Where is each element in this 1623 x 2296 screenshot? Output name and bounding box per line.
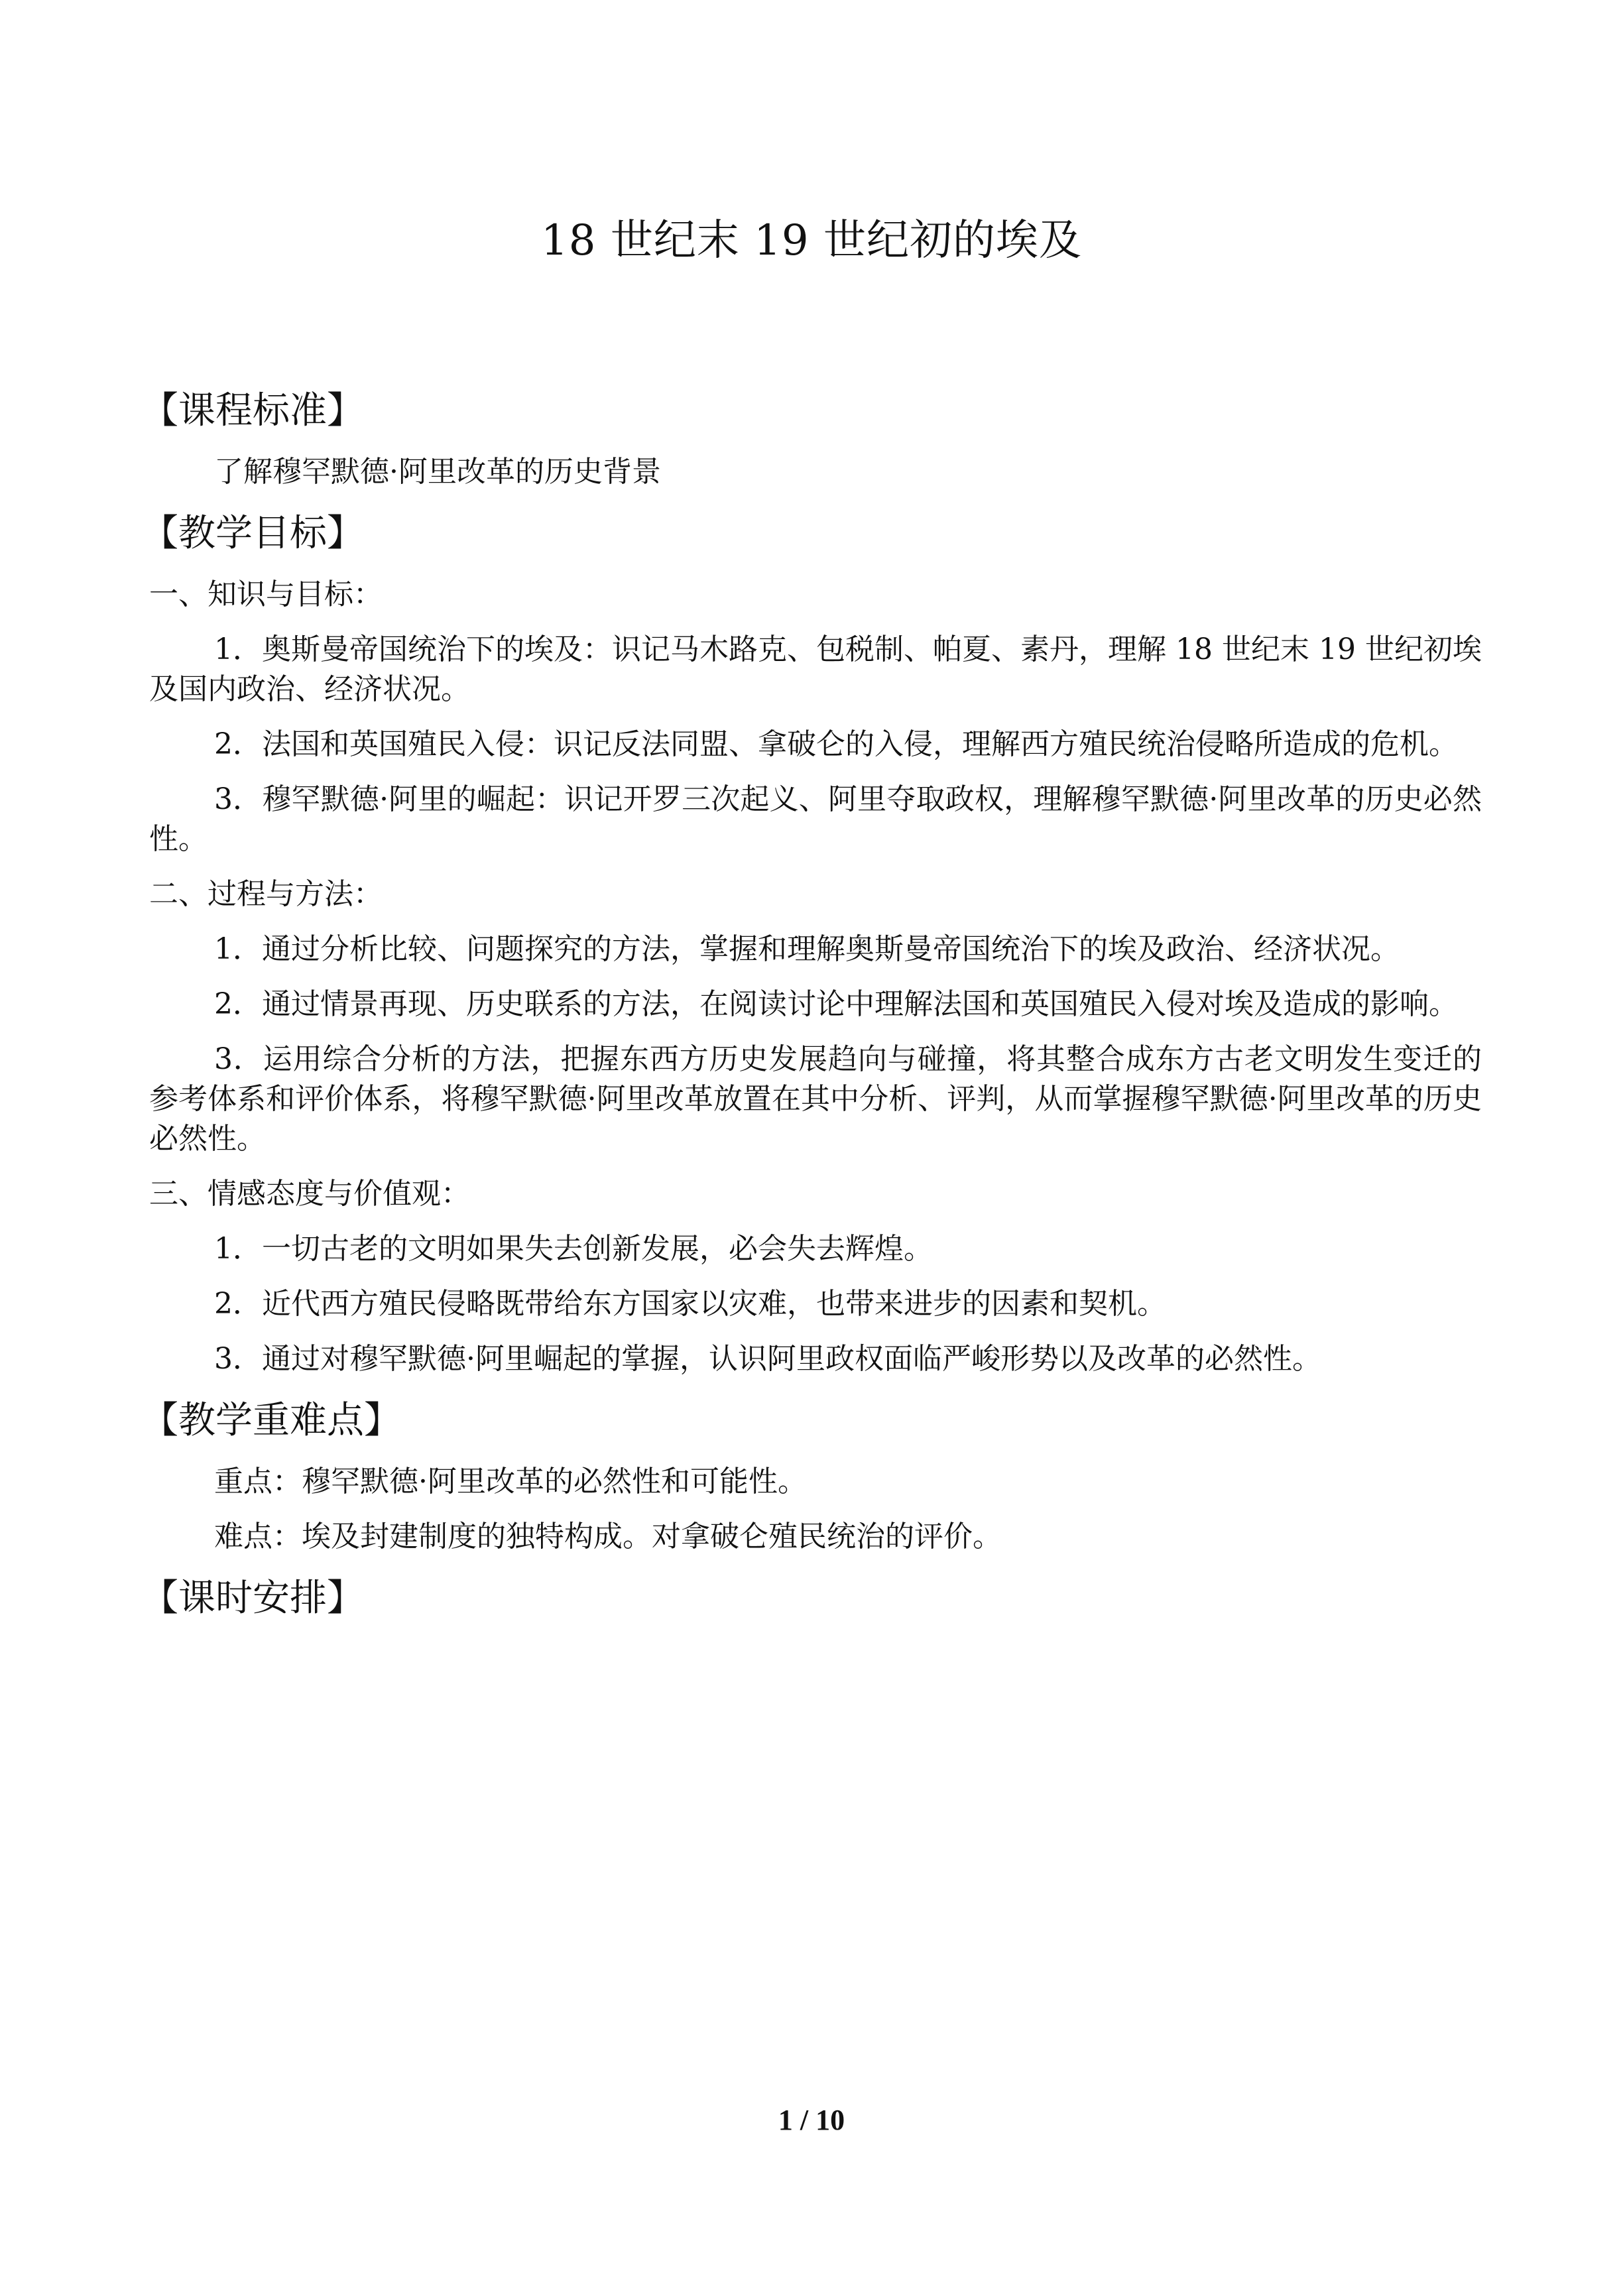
document-title: 18 世纪末 19 世纪初的埃及 <box>541 216 1082 265</box>
list-item: 2．法国和英国殖民入侵：识记反法同盟、拿破仑的入侵，理解西方殖民统治侵略所造成的危机。 <box>214 727 1458 761</box>
list-item: 3．运用综合分析的方法，把握东西方历史发展趋向与碰撞，将其整合成东方古老文明发生变迁的参考体系和评价体系，将穆罕默德·阿里改革放置在其中分析、评判，从而掌握穆罕默德·阿里改革的历史必然性。 <box>149 1042 1482 1156</box>
list-item: 1．一切古老的文明如果失去创新发展，必会失去辉煌。 <box>214 1232 933 1266</box>
paragraph-key-point: 重点：穆罕默德·阿里改革的必然性和可能性。 <box>214 1465 807 1498</box>
paragraph: 了解穆罕默德·阿里改革的历史背景 <box>214 455 661 489</box>
paragraph-difficult-point: 难点：埃及封建制度的独特构成。对拿破仑殖民统治的评价。 <box>214 1520 1002 1553</box>
section-heading-teaching-goals: 【教学目标】 <box>141 512 364 555</box>
list-item: 3．穆罕默德·阿里的崛起：识记开罗三次起义、阿里夺取政权，理解穆罕默德·阿里改革的历史必然性。 <box>149 782 1482 856</box>
list-item: 1．奥斯曼帝国统治下的埃及：识记马木路克、包税制、帕夏、素丹，理解 18 世纪末 19 世纪初埃及国内政治、经济状况。 <box>149 633 1482 706</box>
list-item: 1．通过分析比较、问题探究的方法，掌握和理解奥斯曼帝国统治下的埃及政治、经济状况。 <box>214 932 1400 966</box>
subheading-process: 二、过程与方法： <box>149 877 383 911</box>
section-heading-curriculum-standard: 【课程标准】 <box>141 389 364 432</box>
section-heading-schedule: 【课时安排】 <box>141 1577 364 1620</box>
page-number: 1 / 10 <box>778 2104 845 2136</box>
section-heading-key-difficult: 【教学重难点】 <box>141 1399 401 1442</box>
document-body <box>141 385 1482 1640</box>
subheading-emotion: 三、情感态度与价值观： <box>149 1177 470 1211</box>
list-item: 2．通过情景再现、历史联系的方法，在阅读讨论中理解法国和英国殖民入侵对埃及造成的影响。 <box>214 987 1458 1021</box>
subheading-knowledge: 一、知识与目标： <box>149 577 383 611</box>
list-item: 2．近代西方殖民侵略既带给东方国家以灾难，也带来进步的因素和契机。 <box>214 1287 1166 1321</box>
list-item: 3．通过对穆罕默德·阿里崛起的掌握，认识阿里政权面临严峻形势以及改革的必然性。 <box>214 1342 1321 1376</box>
